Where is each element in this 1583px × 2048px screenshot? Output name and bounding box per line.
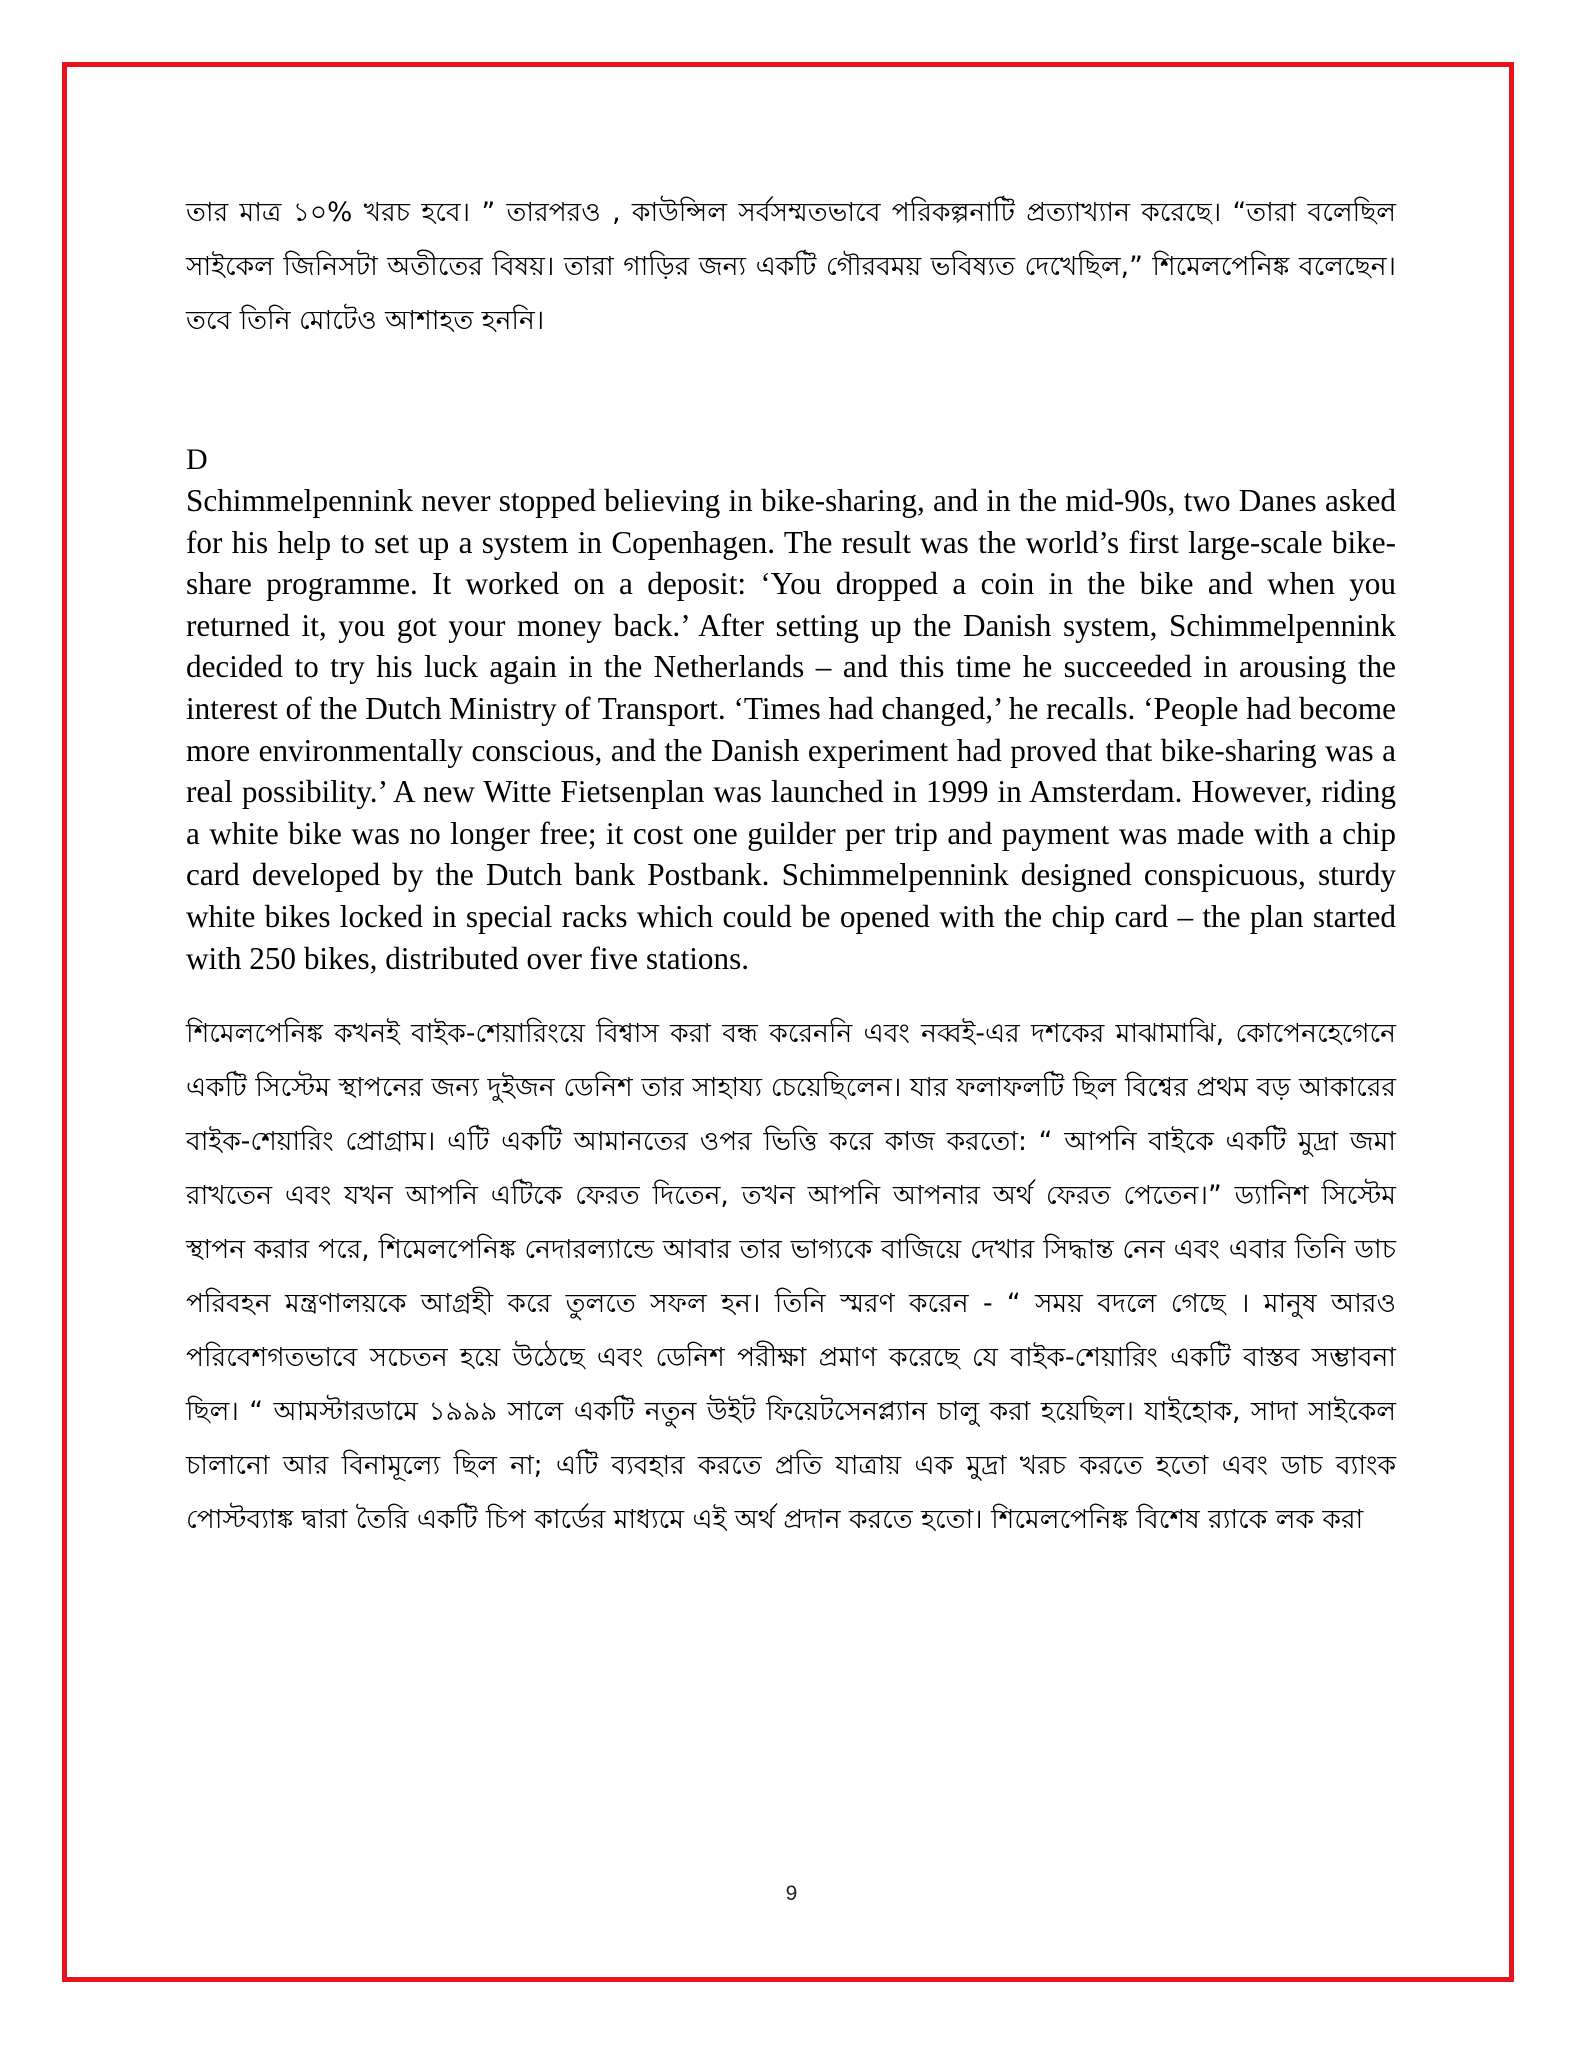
- bengali-section-d-paragraph: শিমেলপেনিঙ্ক কখনই বাইক-শেয়ারিংয়ে বিশ্বাস করা বন্ধ করেননি এবং নব্বই-এর দশকের মাঝামাঝি, কোপেনহেগেনে একটি সিস্টেম স্থাপনের জন্য দুইজন ডেনিশ তার সাহায্য চেয়েছিলেন। যার ফলাফলটি ছিল বিশ্বের প্রথম বড় আকারের বাইক-শেয়ারিং প্রোগ্রাম। এটি একটি আমানতের ওপর ভিত্তি করে কাজ করতো: “ আপনি বাইকে একটি মুদ্রা জমা রাখতেন এবং যখন আপনি এটিকে ফেরত দিতেন, তখন আপনি আপনার অর্থ ফেরত পেতেন।” ড্যানিশ সিস্টেম স্থাপন করার পরে, শিমেলপেনিঙ্ক নেদারল্যান্ডে আবার তার ভাগ্যকে বাজিয়ে দেখার সিদ্ধান্ত নেন এবং এবার তিনি ডাচ পরিবহন মন্ত্রণালয়কে আগ্রহী করে তুলতে সফল হন। তিনি স্মরণ করেন - “ সময় বদলে গেছে । মানুষ আরও পরিবেশগতভাবে সচেতন হয়ে উঠেছে এবং ডেনিশ পরীক্ষা প্রমাণ করেছে যে বাইক-শেয়ারিং একটি বাস্তব সম্ভাবনা ছিল। “ আমস্টারডামে ১৯৯৯ সালে একটি নতুন উইট ফিয়েটসেনপ্ল্যান চালু করা হয়েছিল। যাইহোক, সাদা সাইকেল চালানো আর বিনামূল্যে ছিল না; এটি ব্যবহার করতে প্রতি যাত্রায় এক মুদ্রা খরচ করতে হতো এবং ডাচ ব্যাংক পোস্টব্যাঙ্ক দ্বারা তৈরি একটি চিপ কার্ডের মাধ্যমে এই অর্থ প্রদান করতে হতো। শিমেলপেনিঙ্ক বিশেষ র‍্যাকে লক করা: [186, 1018, 1396, 1536]
- bengali-intro-paragraph: তার মাত্র ১০% খরচ হবে। ” তারপরও , কাউন্সিল সর্বসম্মতভাবে পরিকল্পনাটি প্রত্যাখ্যান করেছে। “তারা বলেছিল সাইকেল জিনিসটা অতীতের বিষয়। তারা গাড়ির জন্য একটি গৌরবময় ভবিষ্যত দেখেছিল,” শিমেলপেনিঙ্ক বলেছেন। তবে তিনি মোটেও আশাহত হননি।: [186, 197, 1396, 336]
- page-content: [186, 180, 1396, 1547]
- english-section-d-paragraph: Schimmelpennink never stopped believing in bike-sharing, and in the mid-90s, two Danes asked for his help to set up a system in Copenhagen. The result was the world’s first large-scale bike-share programme. It worked on a deposit: ‘You dropped a coin in the bike and when you returned it, you got your money back.’ After setting up the Danish system, Schimmelpennink decided to try his luck again in the Netherlands – and this time he succeeded in arousing the interest of the Dutch Ministry of Transport. ‘Times had changed,’ he recalls. ‘People had become more environmentally conscious, and the Danish experiment had proved that bike-sharing was a real possibility.’ A new Witte Fietsenplan was launched in 1999 in Amsterdam. However, riding a white bike was no longer free; it cost one guilder per trip and payment was made with a chip card developed by the Dutch bank Postbank. Schimmelpennink designed conspicuous, sturdy white bikes locked in special racks which could be opened with the chip card – the plan started with 250 bikes, distributed over five stations.: [186, 483, 1396, 976]
- section-letter-d: D: [186, 443, 208, 476]
- page-number: 9: [785, 1882, 798, 1905]
